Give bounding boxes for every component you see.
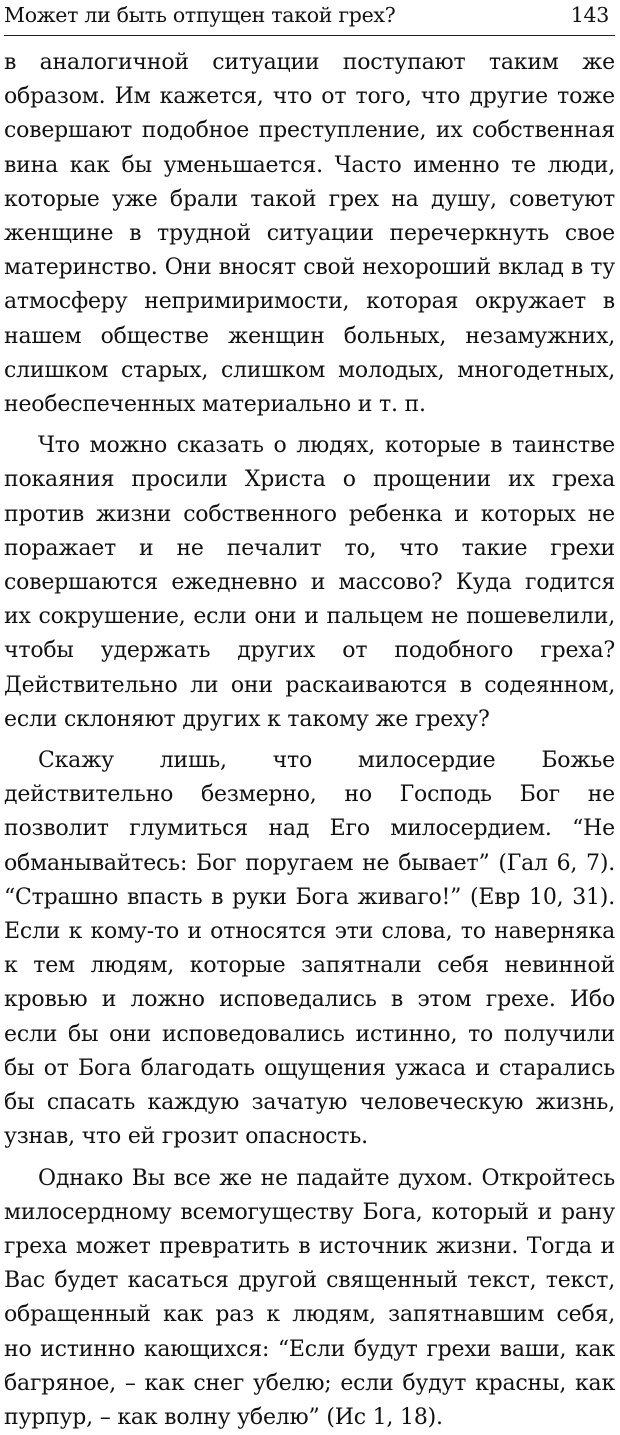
running-title: Может ли быть отпущен такой грех? <box>4 3 395 27</box>
paragraph-continued: в аналогичной ситуации поступают таким же образом. Им кажется, что от того, что другие тоже совершают подобное преступление, их собственная вина как бы уменьшается. Часто именно те люди, которые уже брали такой грех на душу, советуют женщине в трудной ситуации перечеркнуть свое материнство. Они вносят свой нехороший вклад в ту атмосферу непримиримости, которая окружает в нашем обществе женщин больных, незамужних, слишком старых, слишком молодых, многодетных, необеспеченных материально и т. п. <box>4 46 615 422</box>
paragraph: Скажу лишь, что милосердие Божье действительно безмерно, но Господь Бог не позволит глумиться над Его милосердием. “Не обманывайтесь: Бог поругаем не бывает” (Гал 6, 7). “Страшно впасть в руки Бога живаго!” (Евр 10, 31). Если к кому-то и относятся эти слова, то наверняка к тем людям, которые запятнали себя невинной кровью и ложно исповедались в этом грехе. Ибо если бы они исповедовались истинно, то получили бы от Бога благодать ощущения ужаса и старались бы спасать каждую зачатую человеческую жизнь, узнав, что ей грозит опасность. <box>4 744 615 1154</box>
running-header <box>4 0 615 36</box>
paragraph: Что можно сказать о людях, которые в таинстве покаяния просили Христа о прощении их греха против жизни собственного ребенка и которых не поражает и не печалит то, что такие грехи совершаются ежедневно и массово? Куда годится их сокрушение, если они и пальцем не пошевелили, чтобы удержать других от подобного греха? Действительно ли они раскаиваются в содеянном, если склоняют других к такому же греху? <box>4 429 615 737</box>
paragraph: Однако Вы все же не падайте духом. Откройтесь милосердному всемогуществу Бога, который и рану греха может превратить в источник жизни. Тогда и Вас будет касаться другой священный текст, текст, обращенный как раз к людям, запятнавшим себя, но истинно кающихся: “Если будут грехи ваши, как багряное, – как снег убелю; если будут красны, как пурпур, – как волну убелю” (Ис 1, 18). <box>4 1162 615 1435</box>
page-body <box>4 36 615 1435</box>
page-number: 143 <box>571 3 615 27</box>
